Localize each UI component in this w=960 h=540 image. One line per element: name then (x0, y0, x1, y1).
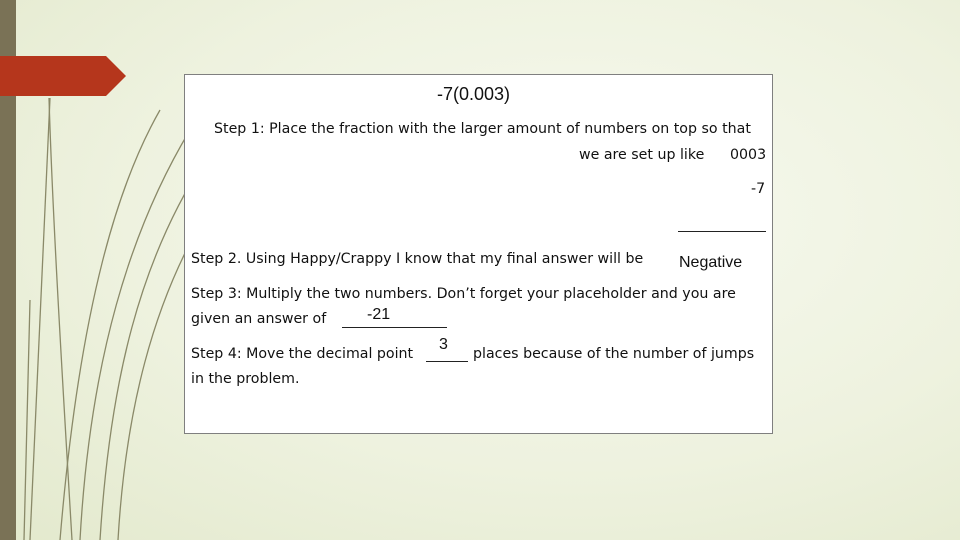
step1-top-number: 0003 (730, 147, 767, 163)
step3-answer: -21 (367, 306, 391, 323)
step3-line2: given an answer of (191, 311, 327, 327)
step1-line2: we are set up like (579, 147, 705, 163)
step4-line2: in the problem. (191, 371, 300, 387)
step3-answer-blank (342, 327, 447, 328)
step4-answer: 3 (439, 336, 448, 353)
step2-answer: Negative (679, 254, 743, 271)
worksheet-card (184, 74, 773, 434)
step4-suffix: places because of the number of jumps (473, 346, 755, 362)
step3-line1: Step 3: Multiply the two numbers. Don’t forget your placeholder and you are (191, 286, 736, 302)
step1-bottom-number: -7 (751, 181, 766, 197)
step1-line1: Step 1: Place the fraction with the larger amount of numbers on top so that (214, 121, 751, 137)
accent-tab (0, 56, 126, 96)
problem-title: -7(0.003) (437, 84, 511, 104)
step4-prefix: Step 4: Move the decimal point (191, 346, 414, 362)
step1-fraction-bar (678, 231, 766, 232)
step2-text: Step 2. Using Happy/Crappy I know that my final answer will be (191, 251, 644, 267)
step4-answer-blank (426, 361, 468, 362)
